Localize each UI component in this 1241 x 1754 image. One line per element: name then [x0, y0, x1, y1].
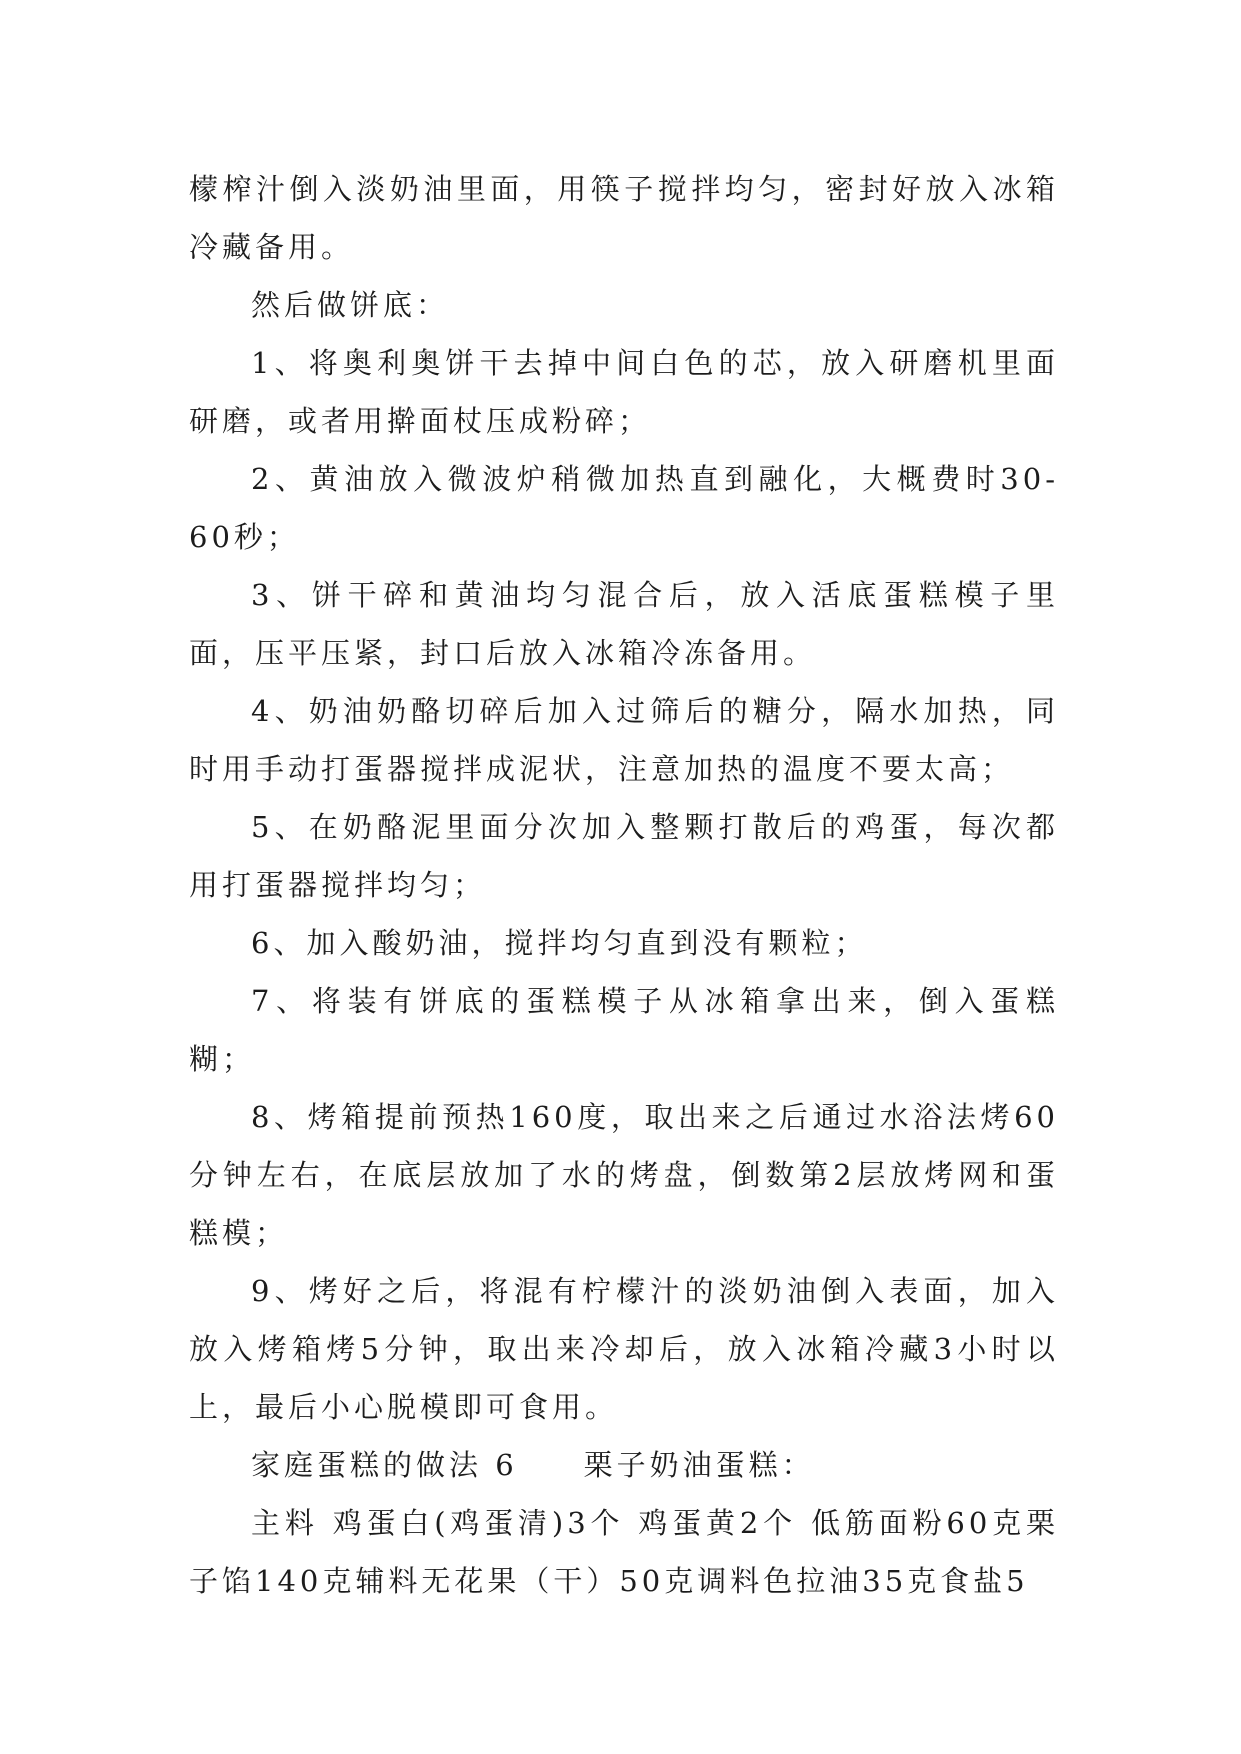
paragraph-3: 1、将奥利奥饼干去掉中间白色的芯，放入研磨机里面研磨，或者用擀面杖压成粉碎； [189, 346, 1059, 438]
paragraph-11: 9、烤好之后，将混有柠檬汁的淡奶油倒入表面，加入放入烤箱烤5分钟，取出来冷却后，放入冰箱冷藏3小时以上，最后小心脱模即可食用。 [189, 1274, 1059, 1424]
paragraph-6: 4、奶油奶酪切碎后加入过筛后的糖分，隔水加热，同时用手动打蛋器搅拌成泥状，注意加热的温度不要太高； [189, 694, 1059, 786]
paragraph-12: 家庭蛋糕的做法 6 栗子奶油蛋糕： [251, 1448, 815, 1482]
paragraph-10: 8、烤箱提前预热160度，取出来之后通过水浴法烤60分钟左右，在底层放加了水的烤盘，倒数第2层放烤网和蛋糕模； [189, 1100, 1059, 1250]
paragraph-2: 然后做饼底： [251, 288, 450, 322]
paragraph-1: 檬榨汁倒入淡奶油里面，用筷子搅拌均匀，密封好放入冰箱冷藏备用。 [189, 172, 1059, 264]
paragraph-4: 2、黄油放入微波炉稍微加热直到融化，大概费时30-60秒； [189, 462, 1059, 554]
document-body [189, 160, 1059, 1610]
paragraph-7: 5、在奶酪泥里面分次加入整颗打散后的鸡蛋，每次都用打蛋器搅拌均匀； [189, 810, 1059, 902]
paragraph-9: 7、将装有饼底的蛋糕模子从冰箱拿出来，倒入蛋糕糊； [189, 984, 1059, 1076]
paragraph-8: 6、加入酸奶油，搅拌均匀直到没有颗粒； [251, 926, 868, 960]
paragraph-13: 主料 鸡蛋白(鸡蛋清)3个 鸡蛋黄2个 低筋面粉60克栗子馅140克辅料无花果（干）50克调料色拉油35克食盐5 [189, 1506, 1059, 1598]
paragraph-5: 3、饼干碎和黄油均匀混合后，放入活底蛋糕模子里面，压平压紧，封口后放入冰箱冷冻备用。 [189, 578, 1059, 670]
